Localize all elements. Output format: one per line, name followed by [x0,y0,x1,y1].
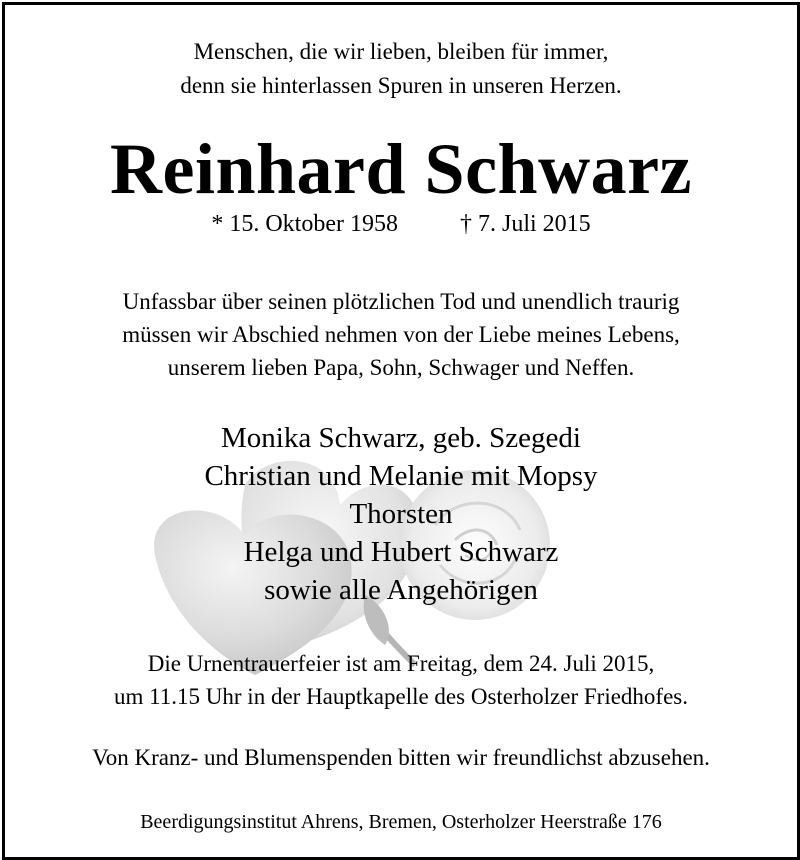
mourner: sowie alle Angehörigen [264,574,538,606]
funeral-home-footer: Beerdigungsinstitut Ahrens, Bremen, Osterholzer Heerstraße 176 [140,811,662,833]
mourner: Christian und Melanie mit Mopsy [204,460,598,492]
birth-date: * 15. Oktober 1958 [211,211,398,237]
mourning-message [5,285,797,384]
message-line-3: unserem lieben Papa, Sohn, Schwager und Neffen. [167,355,635,380]
mourner: Thorsten [349,498,453,530]
service-line-2: um 11.15 Uhr in der Hauptkapelle des Osterholzer Friedhofes. [114,684,688,709]
opening-quote [5,35,797,103]
life-dates [5,207,797,241]
mourners-list [5,419,797,609]
quote-line-2: denn sie hinterlassen Spuren in unseren Herzen. [180,73,622,98]
deceased-name: Reinhard Schwarz [110,129,692,209]
funeral-service-info [5,647,797,713]
death-date: † 7. Juli 2015 [459,211,591,237]
quote-line-1: Menschen, die wir lieben, bleiben für immer, [193,39,609,64]
message-line-2: müssen wir Abschied nehmen von der Liebe meines Lebens, [122,322,680,347]
flowers-note: Von Kranz- und Blumenspenden bitten wir freundlichst abzusehen. [92,745,710,770]
message-line-1: Unfassbar über seinen plötzlichen Tod und unendlich traurig [122,289,680,314]
mourner: Monika Schwarz, geb. Szegedi [221,422,581,454]
obituary-notice [2,2,800,860]
service-line-1: Die Urnentrauerfeier ist am Freitag, dem 24. Juli 2015, [147,651,655,676]
mourner: Helga und Hubert Schwarz [243,536,559,568]
